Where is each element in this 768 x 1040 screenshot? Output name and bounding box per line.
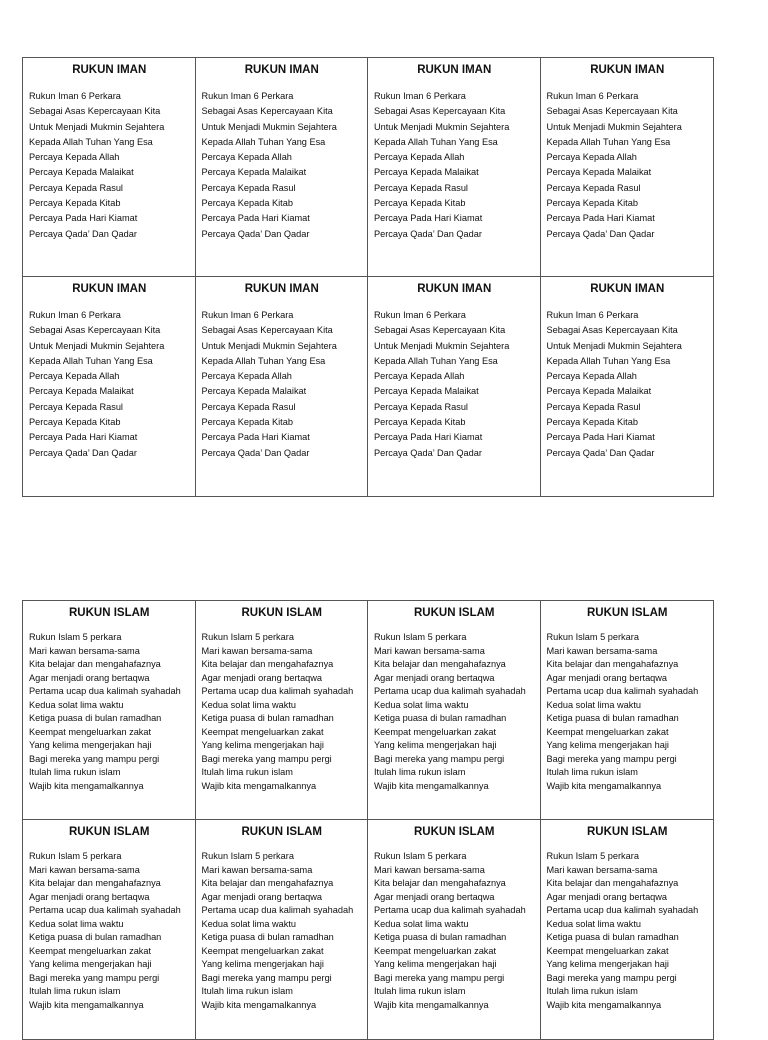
card-title: RUKUN IMAN — [417, 283, 492, 295]
verse-line: Kedua solat lima waktu — [546, 699, 641, 710]
verse-line: Kedua solat lima waktu — [546, 918, 641, 929]
verse-line: Percaya Kepada Malaikat — [29, 167, 134, 178]
verse-line: Percaya Kepada Rasul — [374, 401, 468, 412]
verse-line: Itulah lima rukun islam — [201, 767, 293, 777]
verse-line: Keempat mengeluarkan zakat — [201, 726, 324, 737]
card-lines — [202, 850, 363, 1012]
verse-line: Sebagai Asas Kepercayaan Kita — [546, 106, 678, 117]
verse-line: Bagi mereka yang mampu pergi — [546, 753, 677, 764]
verse-line: Ketiga puasa di bulan ramadhan — [546, 932, 679, 942]
card-lines — [202, 308, 363, 461]
rukun-islam-card — [541, 820, 714, 1039]
verse-line: Percaya Qada’ Dan Qadar — [29, 228, 137, 239]
verse-line: Keempat mengeluarkan zakat — [29, 726, 152, 737]
verse-line: Wajib kita mengamalkannya — [201, 780, 317, 791]
card-title: RUKUN ISLAM — [69, 607, 150, 619]
verse-line: Pertama ucap dua kalimah syahadah — [201, 686, 354, 696]
card-title: RUKUN ISLAM — [414, 826, 495, 838]
verse-line: Untuk Menjadi Mukmin Sejahtera — [374, 340, 510, 351]
rukun-iman-card — [368, 58, 541, 277]
verse-line: Agar menjadi orang bertaqwa — [374, 672, 495, 683]
verse-line: Yang kelima mengerjakan haji — [374, 959, 497, 969]
verse-line: Percaya Pada Hari Kiamat — [374, 213, 483, 224]
verse-line: Mari kawan bersama-sama — [29, 864, 140, 875]
verse-line: Percaya Kepada Malaikat — [201, 167, 307, 178]
card-lines — [374, 89, 535, 242]
card-lines — [29, 850, 190, 1012]
verse-line: Rukun Iman 6 Perkara — [201, 91, 294, 101]
verse-line: Kita belajar dan mengahafaznya — [29, 659, 161, 669]
verse-line: Kepada Allah Tuhan Yang Esa — [201, 355, 326, 366]
verse-line: Kedua solat lima waktu — [29, 699, 124, 710]
verse-line: Agar menjadi orang bertaqwa — [29, 672, 150, 683]
verse-line: Sebagai Asas Kepercayaan Kita — [29, 106, 161, 117]
verse-line: Pertama ucap dua kalimah syahadah — [29, 905, 181, 915]
verse-line: Sebagai Asas Kepercayaan Kita — [29, 325, 161, 336]
card-lines — [547, 850, 709, 1012]
verse-line: Kita belajar dan mengahafaznya — [546, 659, 679, 669]
verse-line: Yang kelima mengerjakan haji — [546, 740, 669, 750]
verse-line: Kedua solat lima waktu — [29, 918, 124, 929]
verse-line: Percaya Kepada Rasul — [374, 182, 468, 193]
verse-line: Untuk Menjadi Mukmin Sejahtera — [29, 340, 165, 351]
verse-line: Mari kawan bersama-sama — [201, 864, 313, 875]
verse-line: Percaya Kepada Allah — [374, 371, 465, 382]
verse-line: Percaya Qada’ Dan Qadar — [374, 447, 482, 458]
verse-line: Percaya Pada Hari Kiamat — [546, 213, 655, 224]
verse-line: Pertama ucap dua kalimah syahadah — [546, 686, 699, 696]
verse-line: Kedua solat lima waktu — [374, 699, 469, 710]
verse-line: Agar menjadi orang bertaqwa — [374, 891, 495, 902]
verse-line: Percaya Kepada Allah — [374, 152, 465, 163]
verse-line: Rukun Iman 6 Perkara — [546, 310, 639, 320]
verse-line: Percaya Kepada Malaikat — [201, 386, 307, 397]
verse-line: Percaya Kepada Kitab — [201, 417, 293, 428]
card-lines — [374, 308, 535, 461]
verse-line: Bagi mereka yang mampu pergi — [374, 753, 505, 764]
verse-line: Percaya Kepada Kitab — [29, 417, 121, 428]
verse-line: Pertama ucap dua kalimah syahadah — [374, 905, 526, 915]
verse-line: Untuk Menjadi Mukmin Sejahtera — [546, 340, 682, 351]
verse-line: Kepada Allah Tuhan Yang Esa — [374, 355, 498, 366]
verse-line: Mari kawan bersama-sama — [29, 645, 140, 656]
card-title: RUKUN ISLAM — [241, 826, 322, 838]
verse-line: Pertama ucap dua kalimah syahadah — [546, 905, 699, 915]
rukun-iman-card — [368, 277, 541, 496]
verse-line: Rukun Islam 5 perkara — [29, 632, 122, 642]
verse-line: Rukun Islam 5 perkara — [546, 632, 639, 642]
verse-line: Kita belajar dan mengahafaznya — [29, 878, 161, 888]
verse-line: Percaya Pada Hari Kiamat — [29, 432, 138, 443]
verse-line: Percaya Qada’ Dan Qadar — [29, 447, 137, 458]
verse-line: Kedua solat lima waktu — [374, 918, 469, 929]
verse-line: Yang kelima mengerjakan haji — [201, 740, 324, 750]
verse-line: Percaya Kepada Kitab — [29, 198, 121, 209]
verse-line: Pertama ucap dua kalimah syahadah — [374, 686, 526, 696]
card-lines — [29, 631, 190, 793]
verse-line: Bagi mereka yang mampu pergi — [201, 972, 332, 983]
verse-line: Agar menjadi orang bertaqwa — [201, 672, 323, 683]
verse-line: Sebagai Asas Kepercayaan Kita — [374, 325, 506, 336]
verse-line: Wajib kita mengamalkannya — [546, 780, 662, 791]
verse-line: Wajib kita mengamalkannya — [29, 999, 144, 1010]
verse-line: Rukun Islam 5 perkara — [374, 851, 467, 861]
verse-line: Yang kelima mengerjakan haji — [374, 740, 497, 750]
verse-line: Mari kawan bersama-sama — [546, 864, 658, 875]
verse-line: Wajib kita mengamalkannya — [29, 780, 144, 791]
verse-line: Mari kawan bersama-sama — [374, 645, 485, 656]
verse-line: Percaya Kepada Kitab — [546, 198, 638, 209]
verse-line: Percaya Qada’ Dan Qadar — [201, 228, 310, 239]
verse-line: Keempat mengeluarkan zakat — [201, 945, 324, 956]
card-lines — [202, 89, 363, 242]
verse-line: Kita belajar dan mengahafaznya — [374, 659, 506, 669]
verse-line: Percaya Kepada Rasul — [29, 182, 123, 193]
verse-line: Pertama ucap dua kalimah syahadah — [201, 905, 354, 915]
verse-line: Rukun Islam 5 perkara — [201, 851, 294, 861]
verse-line: Kepada Allah Tuhan Yang Esa — [29, 355, 153, 366]
card-title: RUKUN IMAN — [72, 64, 147, 76]
verse-line: Itulah lima rukun islam — [201, 986, 293, 996]
verse-line: Percaya Kepada Rasul — [201, 401, 296, 412]
verse-line: Percaya Pada Hari Kiamat — [201, 213, 310, 224]
card-lines — [374, 631, 535, 793]
verse-line: Percaya Pada Hari Kiamat — [374, 432, 483, 443]
rukun-iman-card — [23, 58, 196, 277]
verse-line: Kedua solat lima waktu — [201, 918, 296, 929]
verse-line: Kita belajar dan mengahafaznya — [201, 659, 334, 669]
verse-line: Sebagai Asas Kepercayaan Kita — [201, 106, 333, 117]
card-title: RUKUN IMAN — [417, 64, 492, 76]
verse-line: Kepada Allah Tuhan Yang Esa — [546, 355, 671, 366]
rukun-islam-card — [196, 601, 369, 820]
rukun-islam-table — [22, 600, 714, 1040]
verse-line: Ketiga puasa di bulan ramadhan — [374, 713, 507, 723]
verse-line: Kita belajar dan mengahafaznya — [201, 878, 334, 888]
verse-line: Wajib kita mengamalkannya — [374, 780, 489, 791]
verse-line: Itulah lima rukun islam — [546, 986, 638, 996]
verse-line: Sebagai Asas Kepercayaan Kita — [546, 325, 678, 336]
verse-line: Rukun Islam 5 perkara — [374, 632, 467, 642]
verse-line: Keempat mengeluarkan zakat — [546, 945, 669, 956]
card-lines — [29, 308, 190, 461]
verse-line: Kepada Allah Tuhan Yang Esa — [374, 136, 498, 147]
verse-line: Keempat mengeluarkan zakat — [374, 945, 497, 956]
verse-line: Percaya Kepada Rasul — [29, 401, 123, 412]
card-title: RUKUN ISLAM — [241, 607, 322, 619]
verse-line: Kepada Allah Tuhan Yang Esa — [29, 136, 153, 147]
verse-line: Percaya Kepada Allah — [201, 371, 292, 382]
verse-line: Sebagai Asas Kepercayaan Kita — [374, 106, 506, 117]
rukun-islam-card — [541, 601, 714, 820]
card-title: RUKUN IMAN — [590, 64, 665, 76]
verse-line: Percaya Pada Hari Kiamat — [546, 432, 655, 443]
rukun-iman-card — [196, 58, 369, 277]
verse-line: Itulah lima rukun islam — [374, 767, 466, 777]
rukun-iman-card — [541, 277, 714, 496]
verse-line: Untuk Menjadi Mukmin Sejahtera — [546, 121, 682, 132]
card-lines — [547, 631, 709, 793]
verse-line: Percaya Kepada Allah — [29, 152, 120, 163]
card-title: RUKUN IMAN — [244, 64, 319, 76]
verse-line: Percaya Qada’ Dan Qadar — [201, 447, 310, 458]
verse-line: Itulah lima rukun islam — [374, 986, 466, 996]
verse-line: Rukun Iman 6 Perkara — [29, 310, 121, 320]
card-title: RUKUN IMAN — [244, 283, 319, 295]
verse-line: Bagi mereka yang mampu pergi — [546, 972, 677, 983]
verse-line: Wajib kita mengamalkannya — [201, 999, 317, 1010]
verse-line: Rukun Iman 6 Perkara — [29, 91, 121, 101]
card-lines — [547, 89, 709, 242]
verse-line: Ketiga puasa di bulan ramadhan — [201, 932, 334, 942]
verse-line: Keempat mengeluarkan zakat — [374, 726, 497, 737]
verse-line: Kepada Allah Tuhan Yang Esa — [201, 136, 326, 147]
rukun-islam-card — [23, 820, 196, 1039]
card-title: RUKUN ISLAM — [414, 607, 495, 619]
card-lines — [29, 89, 190, 242]
verse-line: Itulah lima rukun islam — [29, 767, 121, 777]
card-title: RUKUN ISLAM — [69, 826, 150, 838]
verse-line: Wajib kita mengamalkannya — [374, 999, 489, 1010]
verse-line: Untuk Menjadi Mukmin Sejahtera — [374, 121, 510, 132]
verse-line: Percaya Kepada Malaikat — [29, 386, 134, 397]
verse-line: Percaya Kepada Allah — [546, 371, 637, 382]
verse-line: Yang kelima mengerjakan haji — [29, 740, 152, 750]
verse-line: Rukun Iman 6 Perkara — [374, 91, 466, 101]
verse-line: Untuk Menjadi Mukmin Sejahtera — [29, 121, 165, 132]
verse-line: Rukun Iman 6 Perkara — [201, 310, 294, 320]
verse-line: Itulah lima rukun islam — [546, 767, 638, 777]
verse-line: Percaya Qada’ Dan Qadar — [546, 447, 655, 458]
card-title: RUKUN ISLAM — [587, 607, 668, 619]
verse-line: Mari kawan bersama-sama — [374, 864, 485, 875]
verse-line: Percaya Qada’ Dan Qadar — [374, 228, 482, 239]
verse-line: Sebagai Asas Kepercayaan Kita — [201, 325, 333, 336]
verse-line: Rukun Islam 5 perkara — [546, 851, 639, 861]
rukun-iman-card — [23, 277, 196, 496]
card-title: RUKUN IMAN — [590, 283, 665, 295]
verse-line: Rukun Islam 5 perkara — [201, 632, 294, 642]
verse-line: Itulah lima rukun islam — [29, 986, 121, 996]
verse-line: Ketiga puasa di bulan ramadhan — [29, 932, 162, 942]
rukun-islam-card — [368, 601, 541, 820]
verse-line: Percaya Kepada Allah — [546, 152, 637, 163]
card-lines — [374, 850, 535, 1012]
verse-line: Percaya Kepada Allah — [29, 371, 120, 382]
verse-line: Kepada Allah Tuhan Yang Esa — [546, 136, 671, 147]
verse-line: Bagi mereka yang mampu pergi — [374, 972, 505, 983]
verse-line: Percaya Qada’ Dan Qadar — [546, 228, 655, 239]
verse-line: Yang kelima mengerjakan haji — [201, 959, 324, 969]
verse-line: Wajib kita mengamalkannya — [546, 999, 662, 1010]
rukun-islam-card — [23, 601, 196, 820]
card-lines — [547, 308, 709, 461]
verse-line: Ketiga puasa di bulan ramadhan — [374, 932, 507, 942]
rukun-islam-card — [368, 820, 541, 1039]
verse-line: Percaya Pada Hari Kiamat — [29, 213, 138, 224]
verse-line: Kita belajar dan mengahafaznya — [374, 878, 506, 888]
verse-line: Percaya Kepada Kitab — [374, 417, 466, 428]
verse-line: Pertama ucap dua kalimah syahadah — [29, 686, 181, 696]
verse-line: Rukun Iman 6 Perkara — [374, 310, 466, 320]
verse-line: Percaya Kepada Allah — [201, 152, 292, 163]
rukun-iman-table — [22, 57, 714, 497]
verse-line: Bagi mereka yang mampu pergi — [201, 753, 332, 764]
verse-line: Ketiga puasa di bulan ramadhan — [201, 713, 334, 723]
verse-line: Rukun Iman 6 Perkara — [546, 91, 639, 101]
verse-line: Untuk Menjadi Mukmin Sejahtera — [201, 121, 337, 132]
verse-line: Percaya Kepada Malaikat — [546, 386, 652, 397]
verse-line: Agar menjadi orang bertaqwa — [29, 891, 150, 902]
verse-line: Percaya Kepada Kitab — [546, 417, 638, 428]
card-lines — [202, 631, 363, 793]
verse-line: Percaya Pada Hari Kiamat — [201, 432, 310, 443]
verse-line: Kita belajar dan mengahafaznya — [546, 878, 679, 888]
verse-line: Percaya Kepada Kitab — [374, 198, 466, 209]
verse-line: Percaya Kepada Malaikat — [546, 167, 652, 178]
verse-line: Rukun Islam 5 perkara — [29, 851, 122, 861]
verse-line: Bagi mereka yang mampu pergi — [29, 972, 160, 983]
card-title: RUKUN ISLAM — [587, 826, 668, 838]
verse-line: Kedua solat lima waktu — [201, 699, 296, 710]
verse-line: Mari kawan bersama-sama — [201, 645, 313, 656]
verse-line: Ketiga puasa di bulan ramadhan — [546, 713, 679, 723]
rukun-islam-card — [196, 820, 369, 1039]
verse-line: Agar menjadi orang bertaqwa — [546, 672, 668, 683]
verse-line: Percaya Kepada Malaikat — [374, 167, 479, 178]
verse-line: Percaya Kepada Rasul — [201, 182, 296, 193]
verse-line: Agar menjadi orang bertaqwa — [546, 891, 668, 902]
verse-line: Percaya Kepada Rasul — [546, 182, 641, 193]
verse-line: Agar menjadi orang bertaqwa — [201, 891, 323, 902]
verse-line: Keempat mengeluarkan zakat — [29, 945, 152, 956]
verse-line: Mari kawan bersama-sama — [546, 645, 658, 656]
verse-line: Keempat mengeluarkan zakat — [546, 726, 669, 737]
verse-line: Percaya Kepada Rasul — [546, 401, 641, 412]
verse-line: Bagi mereka yang mampu pergi — [29, 753, 160, 764]
verse-line: Percaya Kepada Malaikat — [374, 386, 479, 397]
verse-line: Ketiga puasa di bulan ramadhan — [29, 713, 162, 723]
verse-line: Untuk Menjadi Mukmin Sejahtera — [201, 340, 337, 351]
rukun-iman-card — [541, 58, 714, 277]
card-title: RUKUN IMAN — [72, 283, 147, 295]
rukun-iman-card — [196, 277, 369, 496]
verse-line: Yang kelima mengerjakan haji — [546, 959, 669, 969]
verse-line: Percaya Kepada Kitab — [201, 198, 293, 209]
verse-line: Yang kelima mengerjakan haji — [29, 959, 152, 969]
